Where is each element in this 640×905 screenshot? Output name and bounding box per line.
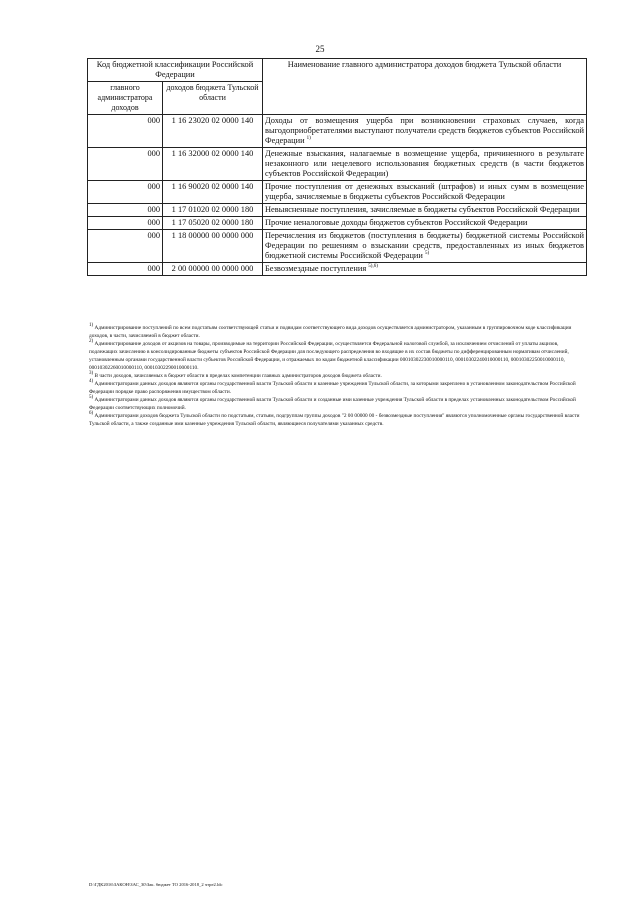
budget-classification-table <box>87 58 587 276</box>
table-row <box>88 217 587 230</box>
table-body <box>88 115 587 276</box>
footnote-text: Администрирование доходов от акцизов на товары, производимые на территории Российской Федерации, осуществляется Федеральной налоговой службой, за исключением отчислений от уплаты акцизов, подлежащих зачислению в консолидированные бюджеты субъектов Российской Федерации для последующего распределения во входящие в их состав бюджеты по дифференцированным нормативам отчислений, установленным органами государственной власти субъектов Российской Федерации, и отражаемых по кодам бюджетной классификации 00010302230010000110, 00010302240010000110, 00010302250010000110, 00010302260010000110, 00010302290010000110. <box>89 341 569 371</box>
footnote-ref: 5) <box>424 251 430 257</box>
header-code-group: Код бюджетной классификации Российской Федерации <box>88 59 263 82</box>
income-name-text: Прочие поступления от денежных взысканий (штрафов) и иных сумм в возмещение ущерба, зачисляемые в бюджеты субъектов Российской Федерации <box>265 182 584 201</box>
admin-code-cell: 000 <box>88 181 163 204</box>
footnote-mark: 4) <box>89 379 94 385</box>
footnote-mark: 2) <box>89 339 94 345</box>
admin-code-cell: 000 <box>88 115 163 148</box>
income-name-cell <box>263 115 587 148</box>
income-code-cell: 1 18 00000 00 0000 000 <box>163 230 263 263</box>
income-name-text: Прочие неналоговые доходы бюджетов субъектов Российской Федерации <box>265 218 528 227</box>
footnote-mark: 5) <box>89 395 94 401</box>
income-code-cell: 1 17 01020 02 0000 180 <box>163 204 263 217</box>
income-name-text: Безвозмездные поступления <box>265 264 367 273</box>
footnote <box>89 372 586 380</box>
income-code-cell: 1 16 23020 02 0000 140 <box>163 115 263 148</box>
income-code-cell: 2 00 00000 00 0000 000 <box>163 263 263 276</box>
income-name-text: Доходы от возмещения ущерба при возникновении страховых случаев, когда выгодоприобретателями выступают получатели средств бюджетов субъектов Российской Федерации <box>265 116 584 145</box>
admin-code-cell: 000 <box>88 204 163 217</box>
footnotes <box>89 324 586 428</box>
table-row <box>88 263 587 276</box>
admin-code-cell: 000 <box>88 217 163 230</box>
income-name-text: Перечисления из бюджетов (поступления в бюджеты) бюджетной системы Российской Федерации по решениям о взыскании средств, предоставленных из иных бюджетов бюджетной системы Российской Федерации <box>265 231 584 260</box>
footnote-mark: 1) <box>89 323 94 329</box>
admin-code-cell: 000 <box>88 230 163 263</box>
table-row <box>88 204 587 217</box>
income-name-cell <box>263 217 587 230</box>
footnote <box>89 340 586 372</box>
income-name-cell <box>263 263 587 276</box>
footnote <box>89 324 586 340</box>
footnote-ref: 5),6) <box>368 264 378 270</box>
income-name-cell <box>263 181 587 204</box>
file-path: D:\ГДК2016\ЗАКОН\ЗАС_30\Зак. бюджет ТО 2016-2018_2 чтре2.ldc <box>89 882 223 887</box>
footnote <box>89 380 586 396</box>
admin-code-cell: 000 <box>88 263 163 276</box>
footnote-text: Администраторами данных доходов являются органы государственной власти Тульской области и созданные ими казенные учреждения Тульской области в пределах установленных законодательством Российской Федерации соответствующих полномочий. <box>89 397 576 411</box>
income-code-cell: 1 16 32000 02 0000 140 <box>163 148 263 181</box>
footnote-text: Администрирование поступлений по всем подстатьям соответствующей статьи и подвидам соответствующего вида доходов осуществляется администратором, указанным в группировочном коде классификации доходов, в части, зачисляемой в бюджет области. <box>89 325 572 339</box>
footnote-text: Администраторами данных доходов являются органы государственной власти Тульской области и казенные учреждения Тульской области, за которыми закреплено в установленном законодательством Российской Федерации порядке право распоряжения имуществом области. <box>89 381 576 395</box>
page-number: 25 <box>315 44 325 54</box>
footnote-text: Администраторами доходов бюджета Тульской области по подстатьям, статьям, подгруппам группы доходов "2 00 00000 00 - безвозмездные поступления" являются уполномоченные органы государственной власти Тульской области, а также созданные ими казенные учреждения Тульской области, являющиеся получателями указанных средств. <box>89 413 580 427</box>
income-code-cell: 1 16 90020 02 0000 140 <box>163 181 263 204</box>
admin-code-cell: 000 <box>88 148 163 181</box>
table-row <box>88 148 587 181</box>
header-admin-code: главного администратора доходов <box>88 82 163 115</box>
income-name-cell <box>263 230 587 263</box>
footnote-mark: 3) <box>89 371 94 377</box>
table-header-row <box>88 59 587 82</box>
table-row <box>88 115 587 148</box>
footnote <box>89 412 586 428</box>
footnote-mark: 6) <box>89 411 94 417</box>
table-row <box>88 181 587 204</box>
income-name-text: Денежные взыскания, налагаемые в возмещение ущерба, причиненного в результате незаконного или нецелевого использования бюджетных средств (в части бюджетов субъектов Российской Федерации) <box>265 149 584 178</box>
table-row <box>88 230 587 263</box>
income-code-cell: 1 17 05020 02 0000 180 <box>163 217 263 230</box>
income-name-cell <box>263 148 587 181</box>
income-name-text: Невыясненные поступления, зачисляемые в бюджеты субъектов Российской Федерации <box>265 205 580 214</box>
footnote <box>89 396 586 412</box>
footnote-ref: 1) <box>306 136 311 142</box>
header-admin-name: Наименование главного администратора доходов бюджета Тульской области <box>263 59 587 115</box>
footnote-text: В части доходов, зачисляемых в бюджет области в пределах компетенции главных администраторов доходов бюджета области. <box>94 373 382 379</box>
income-name-cell <box>263 204 587 217</box>
header-income-code: доходов бюджета Тульской области <box>163 82 263 115</box>
